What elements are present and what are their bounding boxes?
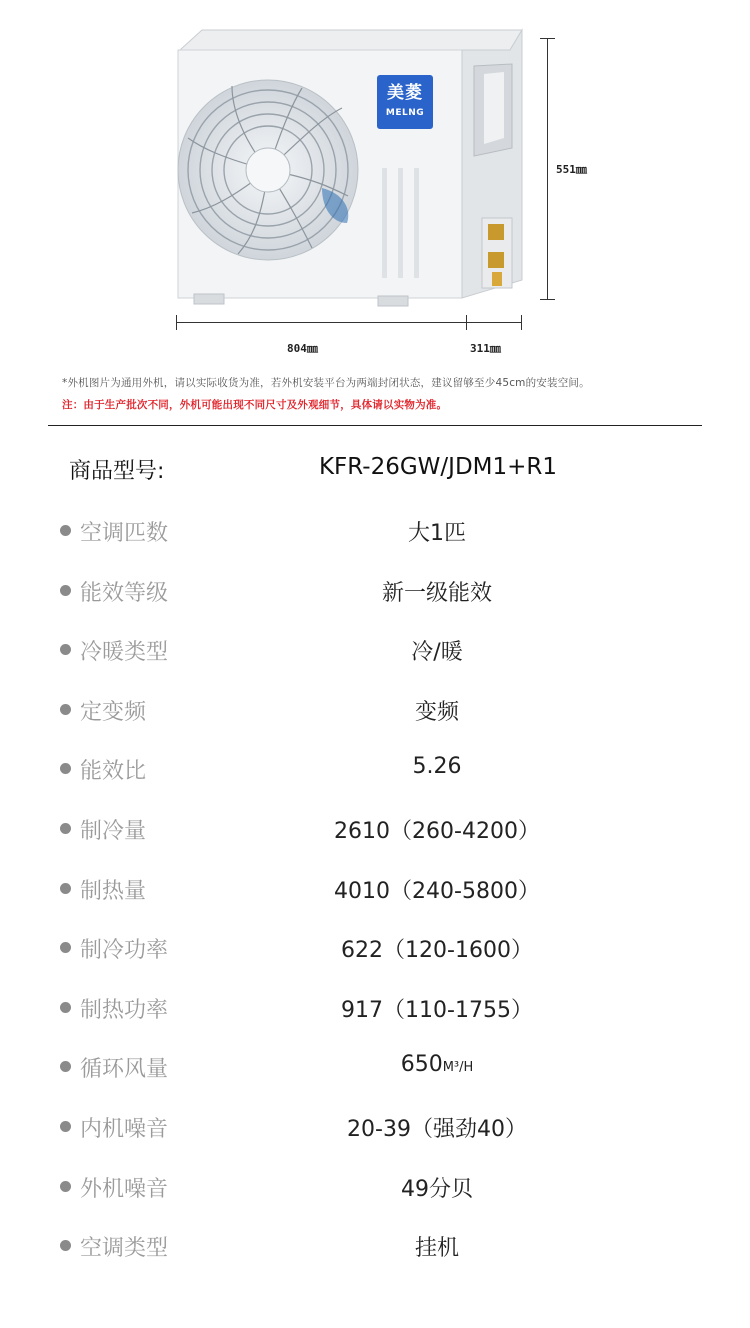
spec-label: 空调匹数	[80, 521, 169, 546]
spec-value: 4010（240-5800）	[334, 878, 540, 904]
spec-label: 能效等级	[80, 580, 169, 606]
spec-row-horsepower	[0, 502, 750, 562]
bullet-icon	[60, 525, 71, 536]
spec-value: 917（110-1755）	[341, 997, 533, 1023]
spec-row-energy-grade	[0, 562, 750, 622]
spec-row-indoor-noise	[0, 1098, 750, 1158]
spec-row-ac-type	[0, 1217, 750, 1277]
spec-label: 定变频	[80, 699, 147, 725]
model-value: KFR-26GW/JDM1+R1	[318, 454, 558, 480]
outdoor-unit-image	[172, 28, 524, 310]
variation-warning: 注：由于生产批次不同，外机可能出现不同尺寸及外观细节，具体请以实物为准。	[62, 399, 448, 411]
model-row	[0, 448, 750, 492]
spec-row-airflow	[0, 1038, 750, 1098]
model-label: 商品型号:	[69, 459, 165, 484]
installation-note: *外机图片为通用外机，请以实际收货为准，若外机安装平台为两端封闭状态，建议留够至少45cm的安装空间。	[62, 377, 590, 389]
bullet-icon	[60, 644, 71, 655]
spec-label: 空调类型	[80, 1236, 169, 1262]
height-dimension-line	[547, 38, 548, 300]
outdoor-unit-drawing	[172, 28, 524, 310]
airflow-unit: M³/H	[442, 1060, 474, 1076]
height-dimension-cap-top	[540, 38, 555, 39]
spec-row-heating-capacity	[0, 860, 750, 920]
depth-dimension-cap-mid	[466, 315, 467, 330]
spec-row-heating-power	[0, 979, 750, 1039]
width-dimension-label: 804㎜	[287, 342, 318, 355]
bullet-icon	[60, 1181, 71, 1192]
height-dimension-label: 551㎜	[556, 163, 587, 176]
airflow-number: 650	[400, 1052, 443, 1078]
spec-value: 5.26	[412, 754, 462, 780]
bullet-icon	[60, 704, 71, 715]
spec-row-cooling-capacity	[0, 800, 750, 860]
spec-row-eer	[0, 740, 750, 800]
bullet-icon	[60, 1061, 71, 1072]
spec-row-cooling-power	[0, 919, 750, 979]
spec-label: 能效比	[80, 759, 147, 785]
bullet-icon	[60, 1240, 71, 1251]
spec-label: 制冷量	[80, 818, 147, 844]
spec-label: 制热功率	[80, 997, 169, 1023]
spec-label: 内机噪音	[80, 1116, 169, 1142]
width-dimension-line	[176, 322, 466, 323]
spec-value: 大1匹	[408, 521, 466, 546]
spec-label: 制热量	[80, 878, 147, 904]
bullet-icon	[60, 1002, 71, 1013]
spec-value: 挂机	[414, 1236, 459, 1262]
brand-logo-en: MELNG	[385, 108, 425, 118]
width-dimension-cap-left	[176, 315, 177, 330]
spec-list	[0, 502, 750, 1277]
spec-row-mode	[0, 621, 750, 681]
height-dimension-cap-bottom	[540, 299, 555, 300]
bullet-icon	[60, 942, 71, 953]
brand-logo	[377, 75, 433, 129]
bullet-icon	[60, 585, 71, 596]
bullet-icon	[60, 1121, 71, 1132]
depth-dimension-label: 311㎜	[470, 342, 501, 355]
spec-value: 20-39（强劲40）	[347, 1116, 527, 1142]
spec-value: 49分贝	[401, 1176, 473, 1202]
spec-row-inverter	[0, 681, 750, 741]
spec-label: 冷暖类型	[80, 640, 169, 666]
bullet-icon	[60, 883, 71, 894]
spec-label: 制冷功率	[80, 938, 169, 964]
depth-dimension-line	[466, 322, 522, 323]
spec-value: 622（120-1600）	[341, 938, 533, 964]
spec-value: 新一级能效	[381, 580, 492, 606]
depth-dimension-cap-right	[521, 315, 522, 330]
spec-value: 2610（260-4200）	[334, 818, 540, 844]
bullet-icon	[60, 823, 71, 834]
spec-row-outdoor-noise	[0, 1158, 750, 1218]
spec-value	[278, 1052, 596, 1077]
spec-value: 冷/暖	[411, 640, 463, 666]
spec-label: 循环风量	[80, 1057, 169, 1083]
bullet-icon	[60, 763, 71, 774]
section-divider	[48, 425, 702, 426]
spec-value: 变频	[414, 699, 459, 725]
brand-logo-cn: 美菱	[387, 83, 423, 103]
spec-label: 外机噪音	[80, 1176, 169, 1202]
